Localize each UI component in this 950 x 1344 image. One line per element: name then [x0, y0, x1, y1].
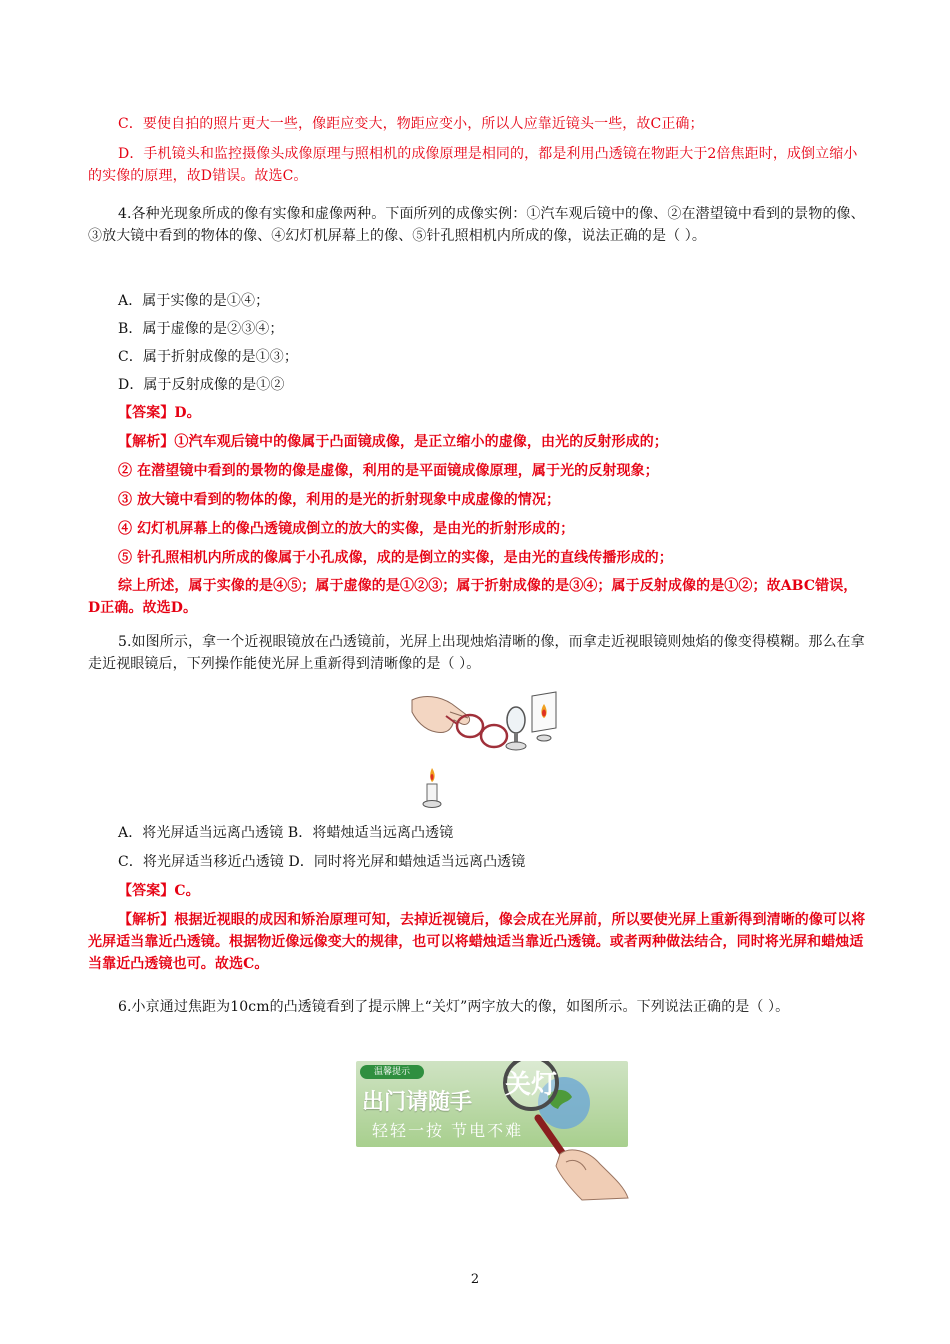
sign-main-left: 出门请随手	[362, 1090, 473, 1115]
q4-answer: 【答案】D。	[118, 405, 201, 421]
q5-answer: 【答案】C。	[118, 883, 200, 899]
sign-second-line: 轻轻一按 节电不难	[372, 1121, 524, 1140]
q4-option-c: C．属于折射成像的是①③；	[118, 349, 299, 365]
q5-lens-experiment-figure	[410, 690, 560, 812]
sign-main-text	[362, 1085, 472, 1116]
q4-option-b: B．属于虚像的是②③④；	[118, 321, 284, 337]
question-5: 5.如图所示，拿一个近视眼镜放在凸透镜前，光屏上出现烛焰清晰的像，而拿走近视眼镜则烛焰的像变得模糊。那么在拿走近视眼镜后，下列操作能使光屏上重新得到清晰像的是（ ）。	[88, 634, 865, 672]
q5-options-cd: C．将光屏适当移近凸透镜 D．同时将光屏和蜡烛适当远离凸透镜	[118, 854, 526, 870]
q4-option-a: A．属于实像的是①④；	[118, 293, 270, 309]
q4-explanation-2: ② 在潜望镜中看到的景物的像是虚像，利用的是平面镜成像原理，属于光的反射现象；	[118, 463, 659, 479]
sign-tag: 温馨提示	[360, 1065, 424, 1079]
q3-option-d-explanation: D．手机镜头和监控摄像头成像原理与照相机的成像原理是相同的，都是利用凸透镜在物距大于2倍焦距时，成倒立缩小的实像的原理，故D错误。故选C。	[88, 146, 858, 184]
question-6: 6.小京通过焦距为10cm的凸透镜看到了提示牌上“关灯”两字放大的像，如图所示。下列说法正确的是（ ）。	[118, 999, 790, 1015]
magnified-text: 关灯	[504, 1070, 558, 1100]
q4-explanation-1: 【解析】①汽车观后镜中的像属于凸面镜成像，是正立缩小的虚像，由光的反射形成的；	[118, 434, 668, 450]
q4-explanation-5: ⑤ 针孔照相机内所成的像属于小孔成像，成的是倒立的实像，是由光的直线传播形成的；	[118, 550, 673, 566]
q4-option-d: D．属于反射成像的是①②	[118, 377, 285, 393]
question-4: 4.各种光现象所成的像有实像和虚像两种。下面所列的成像实例：①汽车观后镜中的像、②在潜望镜中看到的景物的像、③放大镜中看到的物体的像、④幻灯机屏幕上的像、⑤针孔照相机内所成的像，说法正确的是（ ）。	[88, 206, 865, 244]
page-number: 2	[470, 1272, 480, 1287]
q4-explanation-4: ④ 幻灯机屏幕上的像凸透镜成倒立的放大的实像，是由光的折射形成的；	[118, 521, 575, 537]
q5-explanation: 【解析】根据近视眼的成因和矫治原理可知，去掉近视镜后，像会成在光屏前，所以要使光屏上重新得到清晰的像可以将光屏适当靠近凸透镜。根据物近像远像变大的规律，也可以将蜡烛适当靠近凸透镜。或者两种做法结合，同时将光屏和蜡烛适当靠近凸透镜也可。故选C。	[88, 912, 866, 972]
hand-holding-magnifier	[530, 1110, 630, 1202]
q4-explanation-3: ③ 放大镜中看到的物体的像，利用的是光的折射现象中成虚像的情况；	[118, 492, 561, 508]
q3-option-c-explanation: C．要使自拍的照片更大一些，像距应变大，物距应变小，所以人应靠近镜头一些，故C正确；	[118, 116, 704, 132]
q4-explanation-summary: 综上所述，属于实像的是④⑤；属于虚像的是①②③；属于折射成像的是③④；属于反射成像的是①②；故ABC错误，D正确。故选D。	[88, 578, 858, 616]
q5-options-ab: A．将光屏适当远离凸透镜 B．将蜡烛适当远离凸透镜	[118, 825, 454, 841]
